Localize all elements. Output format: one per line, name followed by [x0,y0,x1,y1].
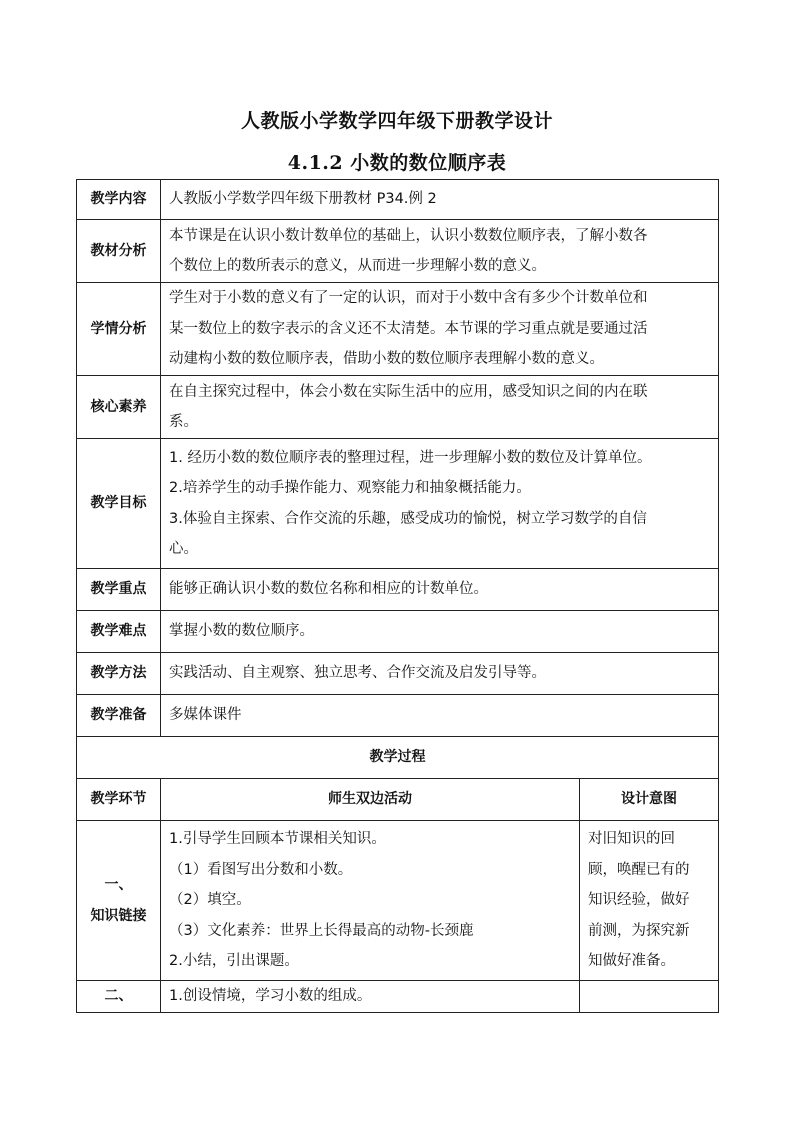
text-line: 学生对于小数的意义有了一定的认识，而对于小数中含有多少个计数单位和 [169,290,648,307]
text-line: 3.体验自主探索、合作交流的乐趣，感受成功的愉悦，树立学习数学的自信 [169,510,647,527]
text-line: 人教版小学数学四年级下册教材 P34.例 2 [169,191,437,208]
activity-line: （3）文化素养：世界上长得最高的动物-长颈鹿 [169,922,474,939]
activity-line: （1）看图写出分数和小数。 [169,861,353,878]
text-line: 1. 经历小数的数位顺序表的整理过程，进一步理解小数的数位及计算单位。 [169,449,652,466]
row-label: 学情分析 [77,283,161,376]
document-title: 人教版小学数学四年级下册教学设计 [240,110,553,132]
stage-number: 一、 [104,877,133,893]
process-header-row [77,779,719,821]
text-line: 动建构小数的数位顺序表，借助小数的数位顺序表理解小数的意义。 [169,351,604,368]
text-line: 在自主探究过程中，体会小数在实际生活中的应用，感受知识之间的内在联 [169,383,648,400]
row-label: 教学准备 [77,695,161,737]
activity-line: 2.小结，引出课题。 [169,953,299,970]
row-methods [77,653,719,695]
intent-line: 对旧知识的回 [588,831,675,848]
process-stage-row [77,981,719,1013]
activity-cell [161,821,580,981]
intent-line: 顾，唤醒已有的 [588,861,690,878]
text-line: 系。 [169,414,198,430]
intent-cell [580,821,719,981]
column-header-activity: 师生双边活动 [161,779,580,821]
activity-line: 1.引导学生回顾本节课相关知识。 [169,831,386,848]
text-line: 能够正确认识小数的数位名称和相应的计数单位。 [169,581,488,598]
stage-cell [77,821,161,981]
process-heading: 教学过程 [77,737,719,779]
text-line: 某一数位上的数字表示的含义还不太清楚。本节课的学习重点就是要通过活 [169,320,648,337]
process-heading-row [77,737,719,779]
activity-line: （2）填空。 [169,892,251,909]
row-value [161,180,719,220]
row-value [161,439,719,569]
stage-name: 知识链接 [90,907,147,924]
text-line: 掌握小数的数位顺序。 [169,623,314,640]
intent-line: 知识经验，做好 [588,892,690,909]
process-stage-row [77,821,719,981]
row-value [161,695,719,737]
stage-cell [77,981,161,1013]
row-label: 教学目标 [77,439,161,569]
text-line: 实践活动、自主观察、独立思考、合作交流及启发引导等。 [169,665,546,682]
row-value [161,376,719,439]
text-line: 2.培养学生的动手操作能力、观察能力和抽象概括能力。 [169,480,531,496]
text-line: 心。 [169,541,198,557]
text-line: 多媒体课件 [169,707,242,724]
column-header-intent: 设计意图 [580,779,719,821]
activity-line: 1.创设情境，学习小数的组成。 [169,988,372,1004]
row-difficulties [77,611,719,653]
row-value [161,283,719,376]
row-core-literacy [77,376,719,439]
row-objectives [77,439,719,569]
row-student-analysis [77,283,719,376]
row-label: 教材分析 [77,220,161,283]
lesson-plan-table [76,179,719,1013]
intent-cell [580,981,719,1013]
row-key-points [77,569,719,611]
stage-number: 二、 [104,988,133,1004]
row-preparation [77,695,719,737]
activity-cell [161,981,580,1013]
row-value [161,220,719,283]
row-value [161,569,719,611]
row-label: 教学方法 [77,653,161,695]
text-line: 个数位上的数所表示的意义，从而进一步理解小数的意义。 [169,258,546,274]
row-content [77,180,719,220]
row-label: 核心素养 [77,376,161,439]
intent-line: 知做好准备。 [588,953,675,970]
row-label: 教学难点 [77,611,161,653]
column-header-stage: 教学环节 [77,779,161,821]
row-label: 教学重点 [77,569,161,611]
row-value [161,611,719,653]
text-line: 本节课是在认识小数计数单位的基础上，认识小数数位顺序表，了解小数各 [169,227,648,244]
row-label: 教学内容 [77,180,161,220]
intent-line: 前测，为探究新 [588,922,690,939]
document-subtitle: 4.1.2 小数的数位顺序表 [287,152,507,174]
row-material-analysis [77,220,719,283]
row-value [161,653,719,695]
